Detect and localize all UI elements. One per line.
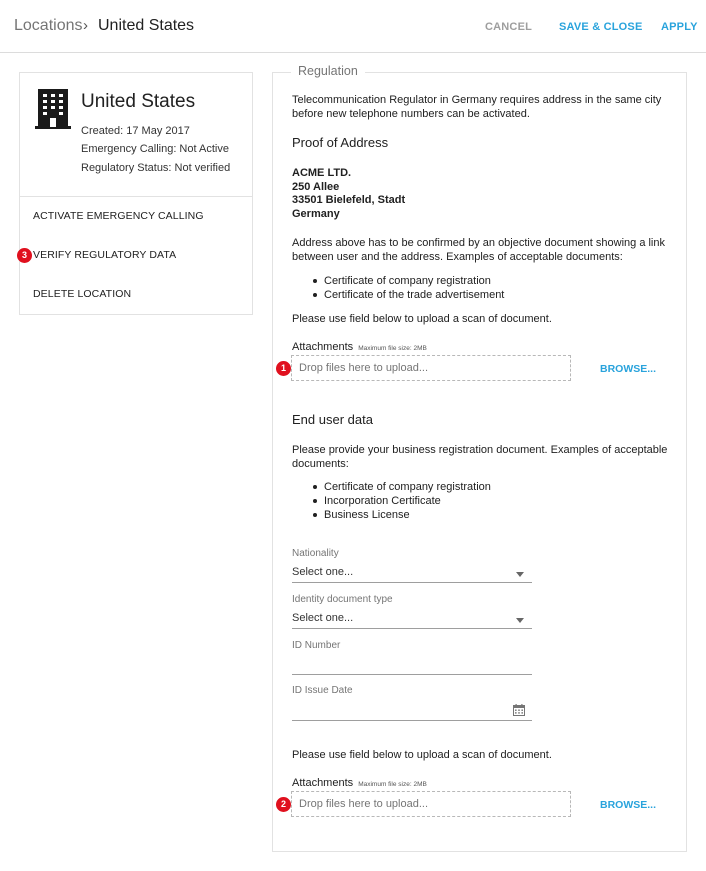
max-file-size-note: Maximum file size: 2MB [358,781,427,788]
attachments-label-2 [292,777,427,789]
attachments-label-text: Attachments [292,341,354,353]
confirm-text-line1: Address above has to be confirmed by an objective document showing a link [292,237,665,249]
calendar-icon[interactable] [513,704,525,716]
browse-button-2[interactable]: BROWSE... [600,799,657,811]
end-user-text-line2: documents: [292,458,349,470]
identity-document-type-label: Identity document type [292,594,393,605]
save-close-button[interactable]: SAVE & CLOSE [559,21,643,33]
list-item: Certificate of company registration [310,480,491,494]
delete-location-action[interactable]: DELETE LOCATION [33,288,132,300]
breadcrumb-current: United States [98,17,195,34]
apply-button[interactable]: APPLY [661,21,698,33]
breadcrumb-separator: › [83,17,88,34]
id-number-label: ID Number [292,640,341,651]
location-card-header [20,73,252,197]
proof-of-address-heading: Proof of Address [292,135,389,150]
attachments-label-text: Attachments [292,777,354,789]
location-card [19,72,253,315]
chevron-down-icon [516,572,524,577]
nationality-select[interactable] [292,565,532,583]
dropzone-placeholder: Drop files here to upload... [299,798,429,810]
id-issue-date-input[interactable] [292,720,532,721]
annotation-marker-1: 1 [276,361,291,376]
max-file-size-note: Maximum file size: 2MB [358,345,427,352]
regulation-legend: Regulation [291,64,365,78]
identity-document-type-select[interactable] [292,611,532,629]
file-dropzone-2[interactable] [291,791,571,817]
list-item: Business License [310,508,491,522]
location-title: United States [81,91,196,112]
proof-documents-list [310,274,504,302]
browse-button-1[interactable]: BROWSE... [600,363,657,375]
file-dropzone-1[interactable] [291,355,571,381]
list-item: Incorporation Certificate [310,494,491,508]
regulatory-status: Regulatory Status: Not verified [81,162,231,174]
list-item: Certificate of company registration [310,274,504,288]
identity-document-type-value: Select one... [292,612,354,624]
nationality-label: Nationality [292,548,339,559]
annotation-marker-2: 2 [276,797,291,812]
created-date: Created: 17 May 2017 [81,125,190,137]
cancel-button[interactable]: CANCEL [485,21,533,33]
address-line-2: 250 Allee [292,181,340,193]
id-issue-date-label: ID Issue Date [292,685,353,696]
id-number-input[interactable] [292,674,532,675]
end-user-data-heading: End user data [292,412,373,427]
emergency-status: Emergency Calling: Not Active [81,143,229,155]
verify-regulatory-data-action[interactable]: VERIFY REGULATORY DATA [33,249,177,261]
chevron-down-icon [516,618,524,623]
building-icon [35,89,71,129]
confirm-text-line2: between user and the address. Examples of acceptable documents: [292,251,623,263]
breadcrumb-locations[interactable]: Locations [14,17,83,34]
upload-note-1: Please use field below to upload a scan of document. [292,313,552,325]
list-item: Certificate of the trade advertisement [310,288,504,302]
nationality-value: Select one... [292,566,354,578]
upload-note-2: Please use field below to upload a scan of document. [292,749,552,761]
top-bar [0,0,706,53]
address-line-3: 33501 Bielefeld, Stadt [292,194,406,206]
attachments-label-1 [292,341,427,353]
address-line-4: Germany [292,208,340,220]
end-user-documents-list [310,480,491,522]
activate-emergency-calling-action[interactable]: ACTIVATE EMERGENCY CALLING [33,210,204,222]
regulation-intro-line1: Telecommunication Regulator in Germany requires address in the same city [292,94,662,106]
regulation-intro-line2: before new telephone numbers can be activated. [292,108,530,120]
dropzone-placeholder: Drop files here to upload... [299,362,429,374]
end-user-text-line1: Please provide your business registration document. Examples of acceptable [292,444,668,456]
annotation-marker-3: 3 [17,248,32,263]
address-line-1: ACME LTD. [292,167,352,179]
